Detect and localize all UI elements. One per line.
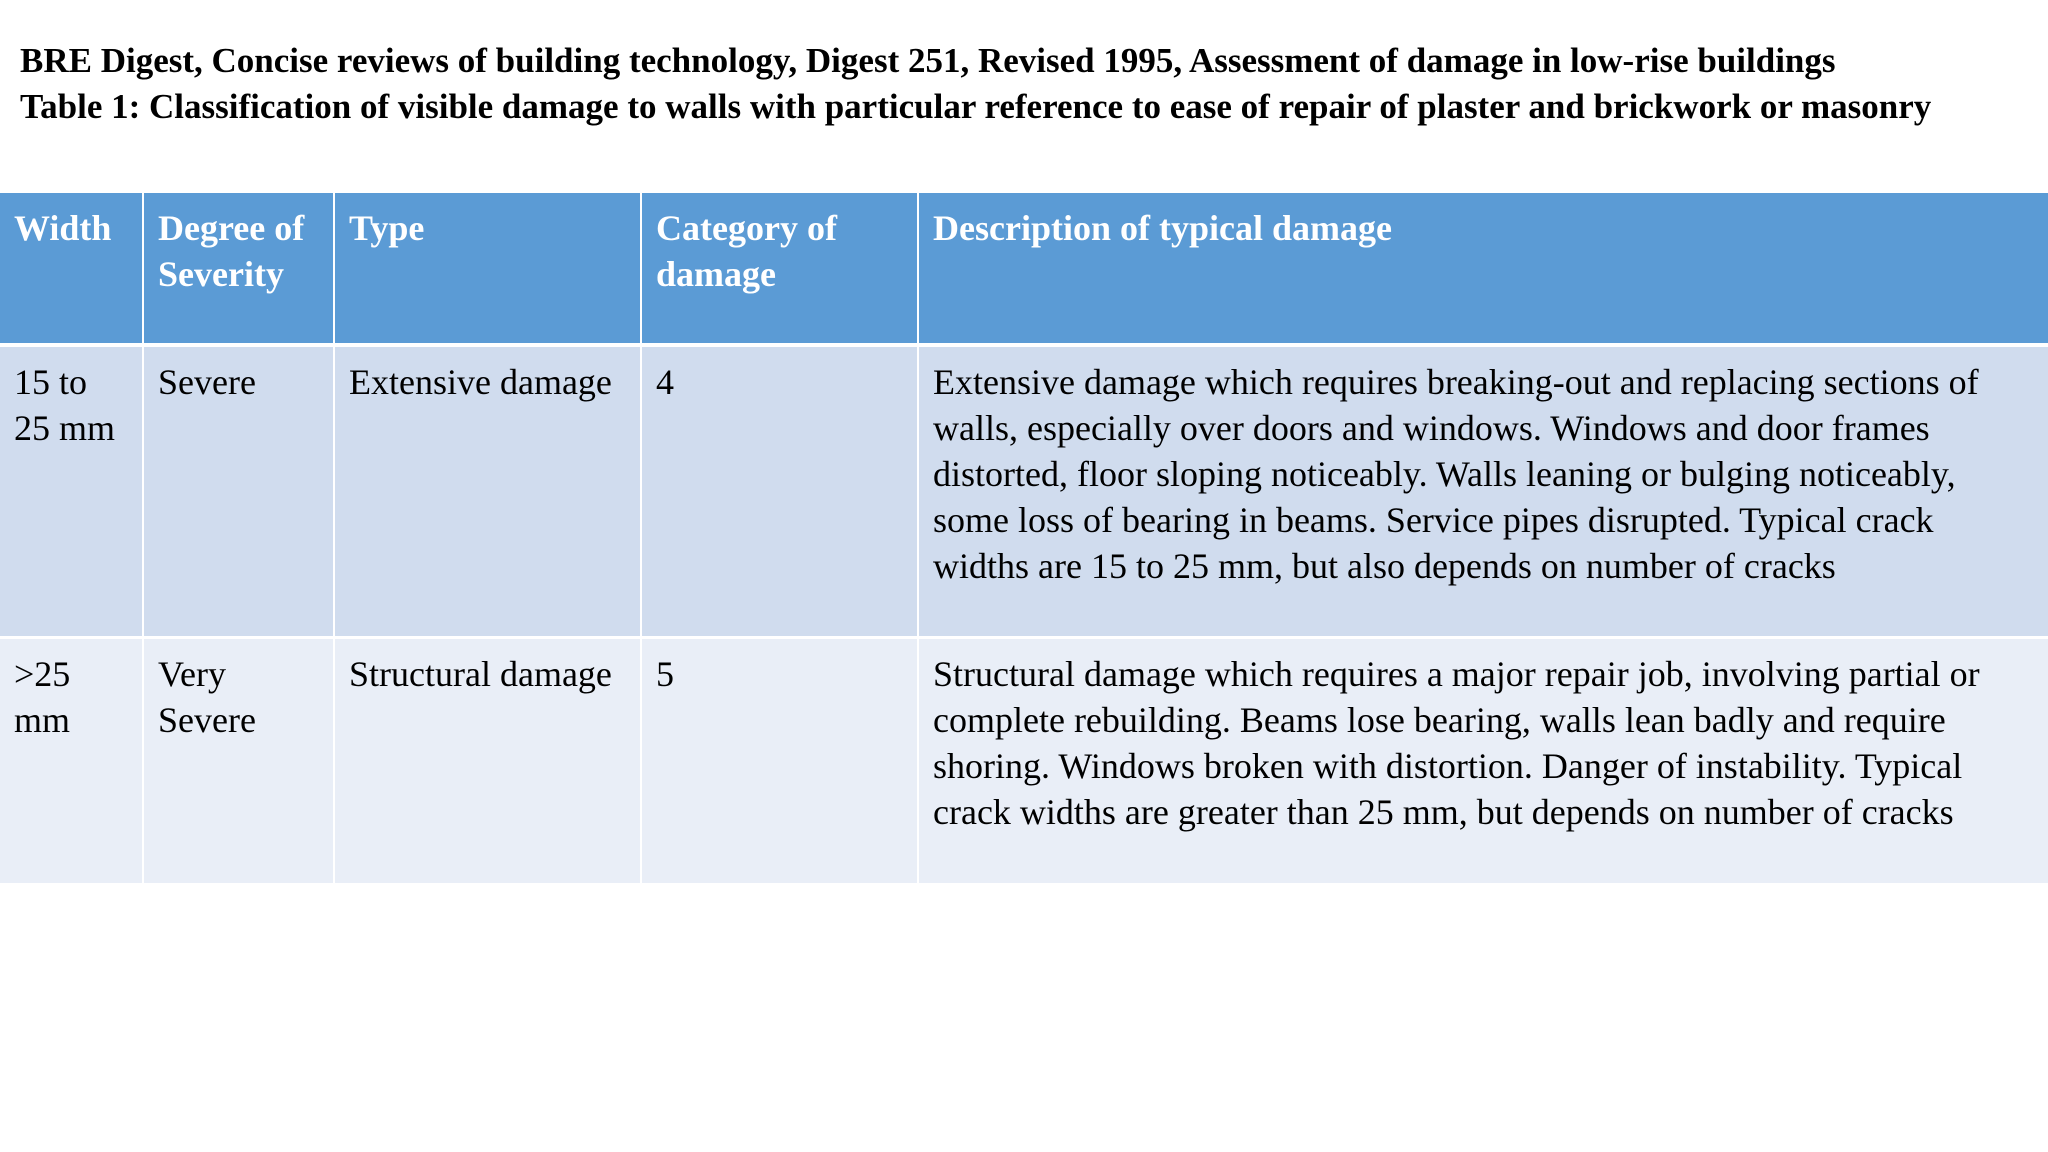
header-width: Width bbox=[0, 193, 143, 345]
cell-width: >25 mm bbox=[0, 637, 143, 883]
header-row bbox=[0, 193, 2048, 345]
cell-severity: Very Severe bbox=[143, 637, 334, 883]
cell-category: 4 bbox=[641, 345, 918, 637]
document-heading bbox=[20, 38, 2030, 130]
table-caption: Table 1: Classification of visible damage to walls with particular reference to ease of repair of plaster and brickwork or masonry bbox=[20, 87, 1932, 126]
cell-description: Structural damage which requires a major repair job, involving partial or complete rebuilding. Beams lose bearing, walls lean badly and require shoring. Windows broken with distortion. Danger of instability. Typical crack widths are greater than 25 mm, but depends on number of cracks bbox=[918, 637, 2048, 883]
cell-description: Extensive damage which requires breaking-out and replacing sections of walls, especially over doors and windows. Windows and door frames distorted, floor sloping noticeably. Walls leaning or bulging noticeably, some loss of bearing in beams. Service pipes disrupted. Typical crack widths are 15 to 25 mm, but also depends on number of cracks bbox=[918, 345, 2048, 637]
header-type: Type bbox=[334, 193, 641, 345]
header-degree-of-severity: Degree of Severity bbox=[143, 193, 334, 345]
digest-title: BRE Digest, Concise reviews of building technology, Digest 251, Revised 1995, Assessment of damage in low-rise buildings bbox=[20, 41, 1836, 80]
cell-category: 5 bbox=[641, 637, 918, 883]
table-row bbox=[0, 345, 2048, 637]
table-row bbox=[0, 637, 2048, 883]
table-body bbox=[0, 345, 2048, 883]
cell-type: Extensive damage bbox=[334, 345, 641, 637]
header-description: Description of typical damage bbox=[918, 193, 2048, 345]
damage-classification-table bbox=[0, 193, 2048, 883]
header-category-of-damage: Category of damage bbox=[641, 193, 918, 345]
cell-type: Structural damage bbox=[334, 637, 641, 883]
cell-severity: Severe bbox=[143, 345, 334, 637]
cell-width: 15 to 25 mm bbox=[0, 345, 143, 637]
table-header bbox=[0, 193, 2048, 345]
